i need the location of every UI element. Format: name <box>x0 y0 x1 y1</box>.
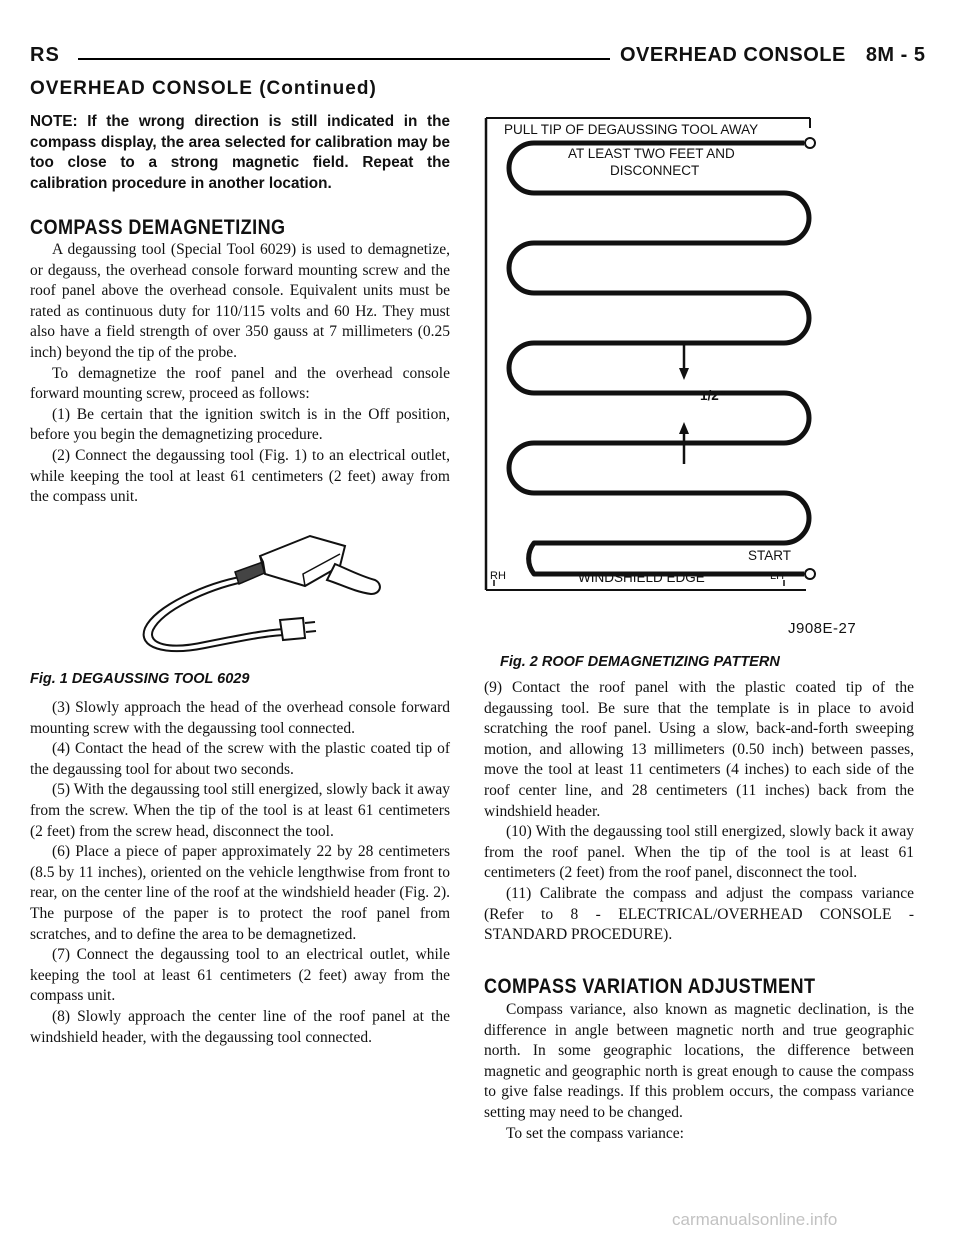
degaussing-tool-illustration <box>135 528 395 668</box>
paragraph: (7) Connect the degaussing tool to an electrical outlet, while keeping the tool at least 61 centimeters (2 feet) away from the compass unit. <box>30 946 450 1005</box>
paragraph: (5) With the degaussing tool still energized, slowly back it away from the screw. When the tip of the tool is at least 61 centimeters (2 feet) from the screw head, disconnect the tool. <box>30 781 450 840</box>
fig2-label-pull: PULL TIP OF DEGAUSSING TOOL AWAY <box>504 122 759 137</box>
section-title: OVERHEAD CONSOLE (Continued) <box>30 78 377 99</box>
header-rule <box>78 58 610 60</box>
page-number: 8M - 5 <box>865 44 926 66</box>
paragraph: (6) Place a piece of paper approximately 22 by 28 centimeters (8.5 by 11 inches), oriented on the vehicle lengthwise from front to rear, on the center line of the roof at the windshield header (Fig. 2). The purpose of the paper is to protect the roof panel from scratches, and to define the area to be demagnetized. <box>30 843 450 943</box>
fig2-caption: Fig. 2 ROOF DEMAGNETIZING PATTERN <box>500 654 780 670</box>
right-body <box>484 678 914 946</box>
watermark: carmanualsonline.info <box>672 1210 838 1229</box>
header-chapter-title: OVERHEAD CONSOLE <box>620 44 846 66</box>
paragraph: A degaussing tool (Special Tool 6029) is used to demagnetize, or degauss, the overhead console forward mounting screw and the roof panel above the overhead console. Equivalent units must be rated as continuous duty for 110/115 volts and 60 Hz. They must also have a field strength of over 350 gauss at 7 millimeters (0.25 inch) beyond the tip of the probe. <box>30 241 450 361</box>
paragraph: (2) Connect the degaussing tool (Fig. 1) to an electrical outlet, while keeping the tool at least 61 centimeters (2 feet) away from the compass unit. <box>30 446 450 506</box>
note-paragraph: NOTE: If the wrong direction is still indicated in the compass display, the area selected for calibration may be too close to a strong magnetic field. Repeat the calibration procedure in another location. <box>30 113 450 192</box>
roof-pattern-diagram <box>484 112 844 602</box>
fig2-label-half-inch: 1/2" <box>700 388 726 403</box>
header-section-code: RS <box>30 44 60 66</box>
paragraph: (11) Calibrate the compass and adjust the compass variance (Refer to 8 - ELECTRICAL/OVERHEAD CONSOLE - STANDARD PROCEDURE). <box>484 884 914 944</box>
paragraph: (3) Slowly approach the head of the overhead console forward mounting screw with the degaussing tool connected. <box>30 699 450 737</box>
header-title <box>620 44 926 67</box>
heading-compass-demagnetizing: COMPASS DEMAGNETIZING <box>30 216 286 239</box>
paragraph: (4) Contact the head of the screw with the plastic coated tip of the degaussing tool for about two seconds. <box>30 740 450 778</box>
demag-body-bottom <box>30 698 450 1048</box>
paragraph: (1) Be certain that the ignition switch is in the Off position, before you begin the demagnetizing procedure. <box>30 405 450 444</box>
variation-body <box>484 1000 914 1144</box>
fig2-label-windshield-edge: WINDSHIELD EDGE <box>578 570 705 585</box>
heading-compass-variation: COMPASS VARIATION ADJUSTMENT <box>484 975 816 998</box>
fig2-label-rh: RH <box>490 570 506 582</box>
paragraph: Compass variance, also known as magnetic declination, is the difference in angle between magnetic north and true geographic north. In some geographic locations, the difference between magnetic and geographic north is great enough to cause the compass to give false readings. If this problem occurs, the compass variance setting may need to be changed. <box>484 1001 914 1121</box>
fig1-caption: Fig. 1 DEGAUSSING TOOL 6029 <box>30 671 250 687</box>
fig2-code: J908E-27 <box>788 620 857 637</box>
fig2-label-start: START <box>748 548 792 563</box>
paragraph: To demagnetize the roof panel and the overhead console forward mounting screw, proceed as follows: <box>30 364 450 403</box>
fig2-label-two-feet: AT LEAST TWO FEET AND <box>568 146 735 161</box>
paragraph: (9) Contact the roof panel with the plastic coated tip of the degaussing tool. Be sure that the template is in place to avoid scratching the roof panel. Using a slow, back-and-forth sweeping motion, and allowing 13 millimeters (0.50 inch) between passes, move the tool at least 11 centimeters (4 inches) to each side of the roof center line, and 28 centimeters (11 inches) back from the windshield header. <box>484 679 914 820</box>
paragraph: (10) With the degaussing tool still energized, slowly back it away from the roof panel. When the tip of the tool is at least 61 centimeters (2 feet) from the roof panel, disconnect the tool. <box>484 823 914 882</box>
fig2-label-lh: LH <box>770 570 785 582</box>
paragraph: To set the compass variance: <box>506 1124 684 1142</box>
fig2-label-disconnect: DISCONNECT <box>610 163 700 178</box>
demag-body-top <box>30 240 450 508</box>
paragraph: (8) Slowly approach the center line of the roof panel at the windshield header, with the degaussing tool connected. <box>30 1007 450 1046</box>
